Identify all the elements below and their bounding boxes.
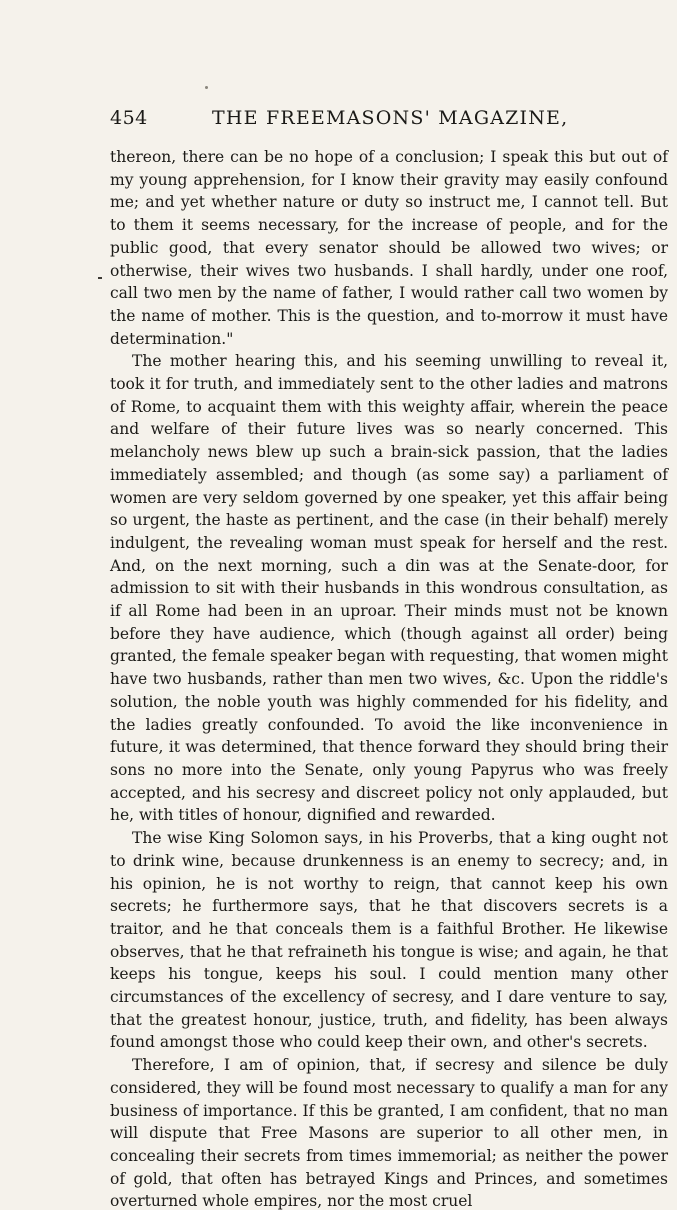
article-body: [110, 146, 668, 1210]
paragraph-continuation: thereon, there can be no hope of a conclusion; I speak this but out of my young apprehension, for I know their gravity may easily confound me; and yet whether nature or duty so instruct me, I cannot tell. But to them it seems necessary, for the increase of people, and for the public good, that every senator should be allowed two wives; or otherwise, their wives two husbands. I shall hardly, under one roof, call two men by the name of father, I would rather call two women by the name of mother. This is the question, and to-morrow it must have determination.": [110, 148, 668, 348]
page-header: [110, 107, 668, 133]
page-number: 454: [110, 107, 148, 129]
paragraph-solomon: The wise King Solomon says, in his Proverbs, that a king ought not to drink wine, because drunkenness is an enemy to secrecy; and, in his opinion, he is not worthy to reign, that cannot keep his own secrets; he furthermore says, that he that discovers secrets is a traitor, and he that conceals them is a faithful Brother. He likewise observes, that he that refraineth his tongue is wise; and again, he that keeps his tongue, keeps his soul. I could mention many other circumstances of the excellency of secresy, and I dare venture to say, that the greatest honour, justice, truth, and fidelity, has been always found amongst those who could keep their own, and other's secrets.: [110, 829, 668, 1052]
margin-mark: [98, 277, 102, 279]
running-title: THE FREEMASONS' MAGAZINE,: [212, 107, 569, 129]
paragraph-mother-hearing: The mother hearing this, and his seeming unwilling to reveal it, took it for truth, and immediately sent to the other ladies and matrons of Rome, to acquaint them with this weighty affair, wherein the peace and welfare of their future lives was so nearly concerned. This melancholy news blew up such a brain-sick passion, that the ladies immediately assembled; and though (as some say) a parliament of women are very seldom governed by one speaker, yet this affair being so urgent, the haste as pertinent, and the case (in their behalf) merely indulgent, the revealing woman must speak for herself and the rest. And, on the next morning, such a din was at the Senate-door, for admission to sit with their husbands in this wondrous consultation, as if all Rome had been in an uproar. Their minds must not be known before they have audience, which (though against all order) being granted, the female speaker began with requesting, that women might have two husbands, rather than men two wives, &c. Upon the riddle's solution, the noble youth was highly commended for his fidelity, and the ladies greatly confounded. To avoid the like inconvenience in future, it was determined, that thence forward they should bring their sons no more into the Senate, only young Papyrus who was freely accepted, and his secresy and discreet policy not only applauded, but he, with titles of honour, dignified and rewarded.: [110, 352, 669, 825]
paragraph-therefore: Therefore, I am of opinion, that, if secresy and silence be duly considered, they will be found most necessary to qualify a man for any business of importance. If this be granted, I am confident, that no man will dispute that Free Masons are superior to all other men, in concealing their secrets from times immemorial; as neither the power of gold, that often has betrayed Kings and Princes, and sometimes overturned whole empires, nor the most cruel: [110, 1056, 668, 1210]
margin-dot: [205, 86, 208, 89]
